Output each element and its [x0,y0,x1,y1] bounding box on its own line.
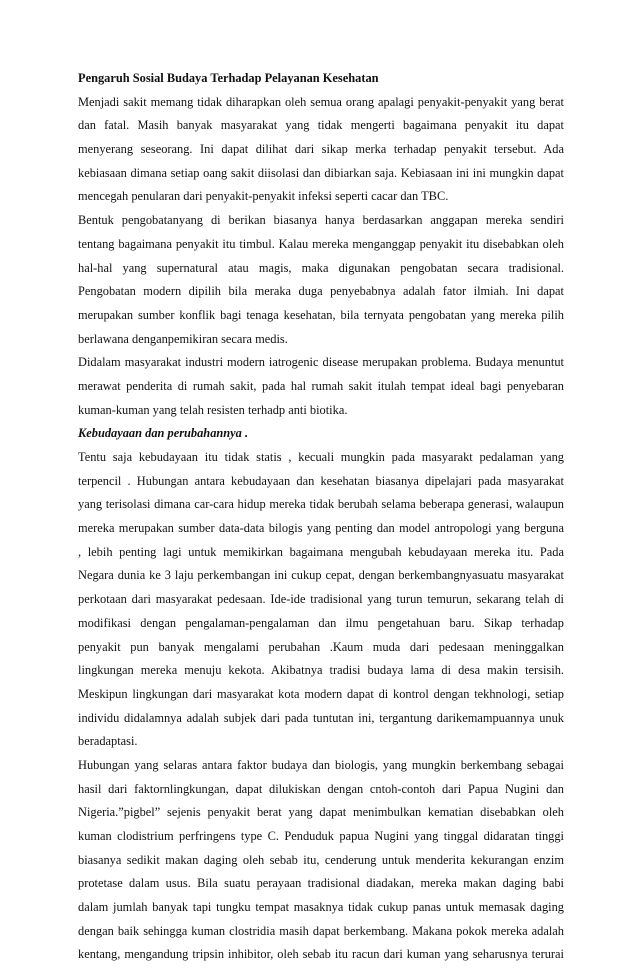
text-line: mereka merupakan sumber data-data bilogis yang penting dan model antropologi yang berguna [78,521,564,536]
paragraph-treatment-forms [78,209,564,351]
document-title: Pengaruh Sosial Budaya Terhadap Pelayanan Kesehatan [78,71,379,85]
text-line: menyerang seseorang. Ini dapat dilihat dari sikap merka terhadap penyakit tersebut. Ada [78,142,564,157]
text-line: yang terisolasi dimana car-cara hidup mereka tidak berubah selama beberapa generasi, walaupun [78,497,564,512]
text-line: Menjadi sakit memang tidak diharapkan oleh semua orang apalagi penyakit-penyakit yang berat [78,94,564,109]
text-line: protetase dalam usus. Bila suatu perayaan tradisional diadakan, mereka makan daging babi [78,876,564,891]
text-line: Pengobatan modern dipilih bila meraka duga penyebabnya adalah fator ilmiah. Ini dapat [78,284,564,299]
paragraph-culture-change [78,446,564,754]
text-line: dan fatal. Masih banyak masyarakat yang tidak mengerti bagaimana penyakit itu dapat [78,118,564,133]
text-line: merawat penderita di rumah sakit, pada hal rumah sakit itulah tempat ideal bagi penyebaran [78,378,564,393]
text-line: Tentu saja kebudayaan itu tidak statis , kecuali mungkin pada masyarakt pedalaman yang [78,450,564,464]
document-page [78,67,564,967]
text-line: dalam jumlah banyak tapi tungku tempat masaknya tidak cukup panas untuk memasak daging [78,900,564,915]
text-line: lingkungan mereka menuju kekota. Akibatnya tradisi budaya lama di desa makin tersisih. [78,663,564,678]
text-line: kentang, mengandung tripsin inhibitor, oleh sebab itu racun dari kuman yang seharusnya terurai [78,947,564,962]
text-line: individu didalamnya adalah subjek dari pada tuntutan ini, tergantung darikemampuannya unuk [78,710,564,725]
text-line: Nigeria.”pigbel” sejenis penyakit berat yang dapat menimbulkan kematian disebabkan oleh [78,805,564,820]
section-subheading: Kebudayaan dan perubahannya . [78,426,249,441]
text-line: merupakan sumber konflik bagi tenaga kesehatan, bila ternyata pengobatan yang mereka pilih [78,307,564,322]
text-line: dengan baik sehingga kuman clostridia masih dapat berkembang. Makana pokok mereka adalah [78,923,564,938]
text-line: terpencil . Hubungan antara kebudayaan dan kesehatan biasanya dipelajari pada masyarakat [78,473,564,488]
text-line: Didalam masyarakat industri modern iatrogenic disease merupakan problema. Budaya menuntut [78,355,564,370]
text-line: berlawana denganpemikiran secara medis. [78,331,288,346]
text-line: , lebih penting lagi untuk memikirkan bagaimana mengubah kebudayaan mereka itu. Pada [78,544,564,559]
text-line: hasil dari faktornlingkungan, dapat dilukiskan dengan cntoh-contoh dari Papua Nugini dan [78,781,564,796]
paragraph-culture-biology [78,754,564,967]
text-line: Bentuk pengobatanyang di berikan biasanya hanya berdasarkan anggapan mereka sendiri [78,213,564,228]
text-line: kuman-kuman yang telah resisten terhadp anti biotika. [78,402,348,417]
paragraph-illness-perception [78,91,564,209]
text-line: mencegah penularan dari penyakit-penyakit infeksi seperti cacar dan TBC. [78,189,449,204]
text-line: modifikasi dengan pengalaman-pengalaman dan ilmu pengetahuan baru. Sikap terhadap [78,615,564,630]
text-line: penyakit pun banyak mengalami perubahan .Kaum muda dari pedesaan meninggalkan [78,639,564,654]
paragraph-iatrogenic-disease [78,351,564,422]
text-line: tentang bagaimana penyakit itu timbul. Kalau mereka menganggap penyakit itu disebabkan oleh [78,236,564,251]
text-line: Negara dunia ke 3 laju perkembangan ini cukup cepat, dengan berkembangnyasuatu masyarakat [78,568,564,583]
text-line: hal-hal yang supernatural atau magis, maka digunakan pengobatan secara tradisional. [78,260,564,275]
text-line: biasanya sedikit makan daging oleh sebab itu, cenderung untuk menderita kekurangan enzim [78,852,564,867]
text-line: Hubungan yang selaras antara faktor budaya dan biologis, yang mungkin berkembang sebagai [78,757,564,772]
text-line: perkotaan dari masyarakat pedesaan. Ide-ide tradisional yang turun temurun, sekarang telah di [78,592,564,607]
text-line: kebiasaan dimana setiap oang sakit diisolasi dan dibiarkan saja. Kebiasaan ini ini mungkin dapat [78,165,564,180]
text-line: beradaptasi. [78,734,138,749]
text-line: kuman clodistrium perfringens type C. Penduduk papua Nugini yang tinggal didaratan tinggi [78,829,564,843]
text-line: Meskipun lingkungan dari masyarakat kota modern dapat di kontrol dengan tekhnologi, setiap [78,686,564,701]
